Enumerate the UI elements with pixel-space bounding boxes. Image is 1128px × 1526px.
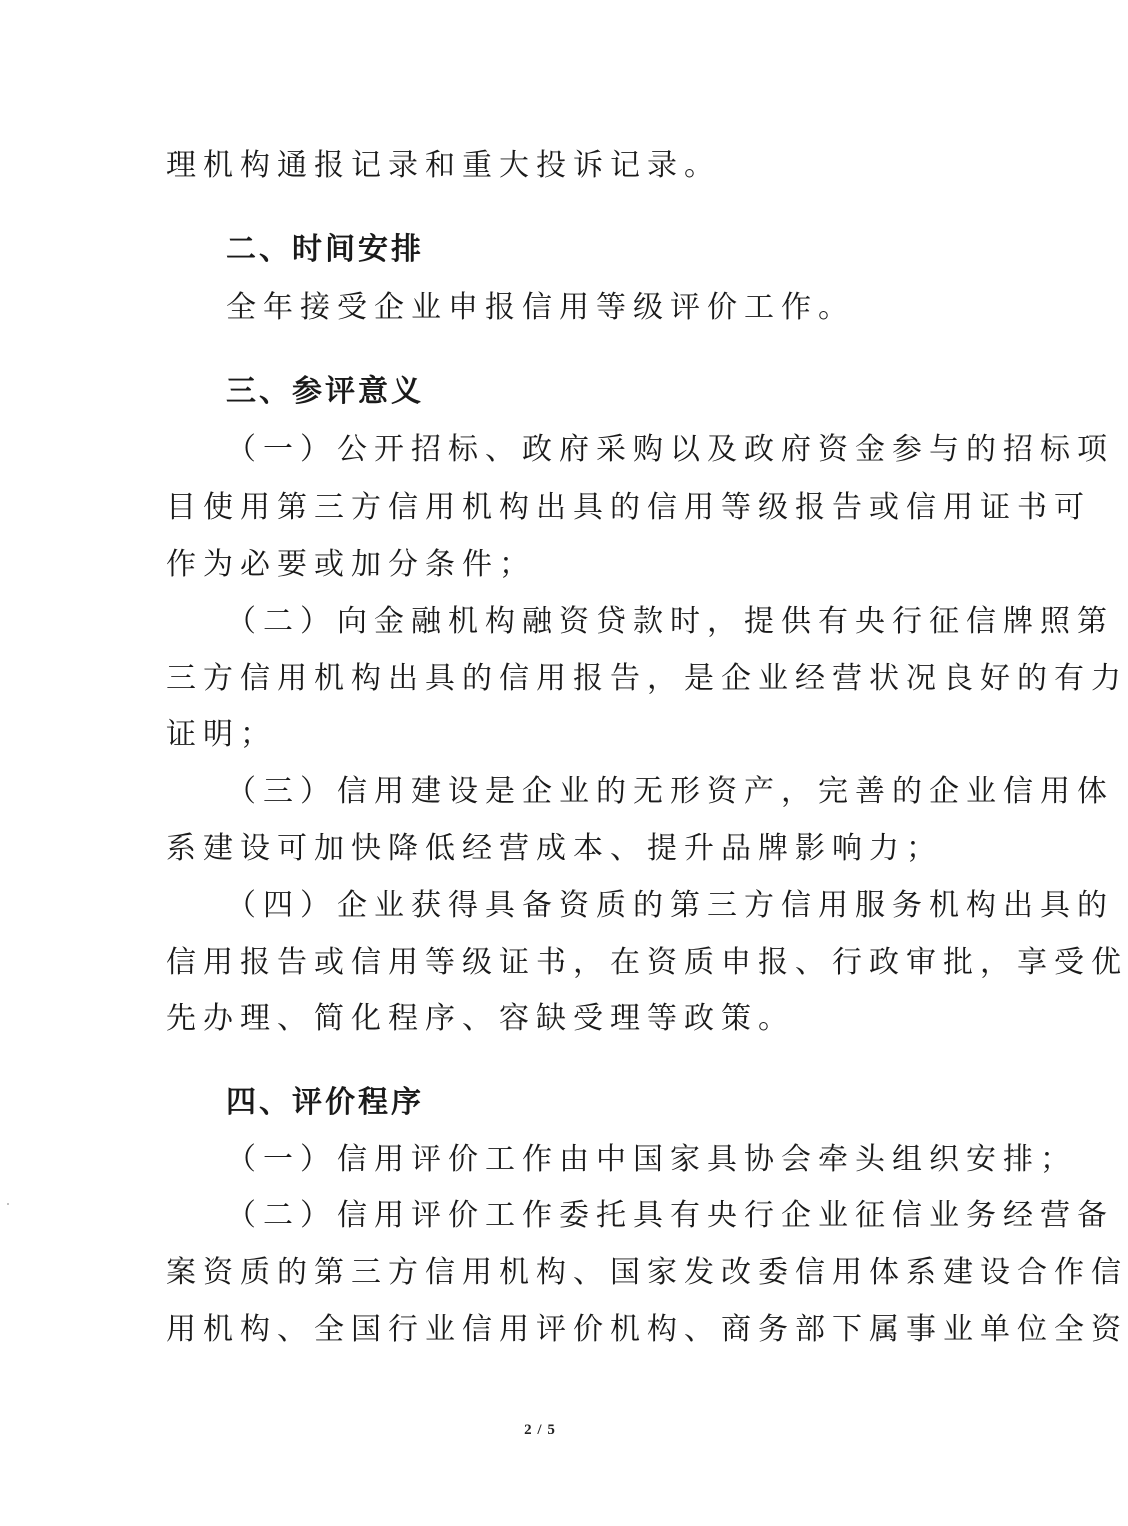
- section-heading-procedure: 四、评价程序: [226, 1085, 424, 1120]
- paragraph-line: （四）企业获得具备资质的第三方信用服务机构出具的: [226, 888, 1114, 923]
- paragraph-line: 作为必要或加分条件；: [166, 547, 536, 582]
- paragraph-line: （一）信用评价工作由中国家具协会牵头组织安排；: [226, 1142, 1077, 1177]
- paragraph-line: 理机构通报记录和重大投诉记录。: [166, 148, 721, 183]
- paragraph-line: （三）信用建设是企业的无形资产，完善的企业信用体: [226, 774, 1114, 809]
- paragraph-line: 先办理、简化程序、容缺受理等政策。: [166, 1001, 795, 1036]
- paragraph-line: （一）公开招标、政府采购以及政府资金参与的招标项: [226, 432, 1114, 467]
- paragraph-line: 目使用第三方信用机构出具的信用等级报告或信用证书可: [166, 490, 1091, 525]
- section-heading-schedule: 二、时间安排: [226, 232, 424, 267]
- paragraph-line: （二）信用评价工作委托具有央行企业征信业务经营备: [226, 1198, 1114, 1233]
- paragraph-line: 用机构、全国行业信用评价机构、商务部下属事业单位全资: [166, 1312, 1128, 1347]
- page-number: 2 / 5: [524, 1422, 556, 1438]
- paragraph-line: 信用报告或信用等级证书，在资质申报、行政审批，享受优: [166, 945, 1128, 980]
- scan-speck: [7, 1203, 9, 1205]
- paragraph-line: 全年接受企业申报信用等级评价工作。: [226, 290, 855, 325]
- paragraph-line: 三方信用机构出具的信用报告，是企业经营状况良好的有力: [166, 661, 1128, 696]
- paragraph-line: 案资质的第三方信用机构、国家发改委信用体系建设合作信: [166, 1255, 1128, 1290]
- paragraph-line: 系建设可加快降低经营成本、提升品牌影响力；: [166, 831, 943, 866]
- section-heading-significance: 三、参评意义: [226, 374, 424, 409]
- paragraph-line: （二）向金融机构融资贷款时，提供有央行征信牌照第: [226, 604, 1114, 639]
- paragraph-line: 证明；: [166, 717, 277, 752]
